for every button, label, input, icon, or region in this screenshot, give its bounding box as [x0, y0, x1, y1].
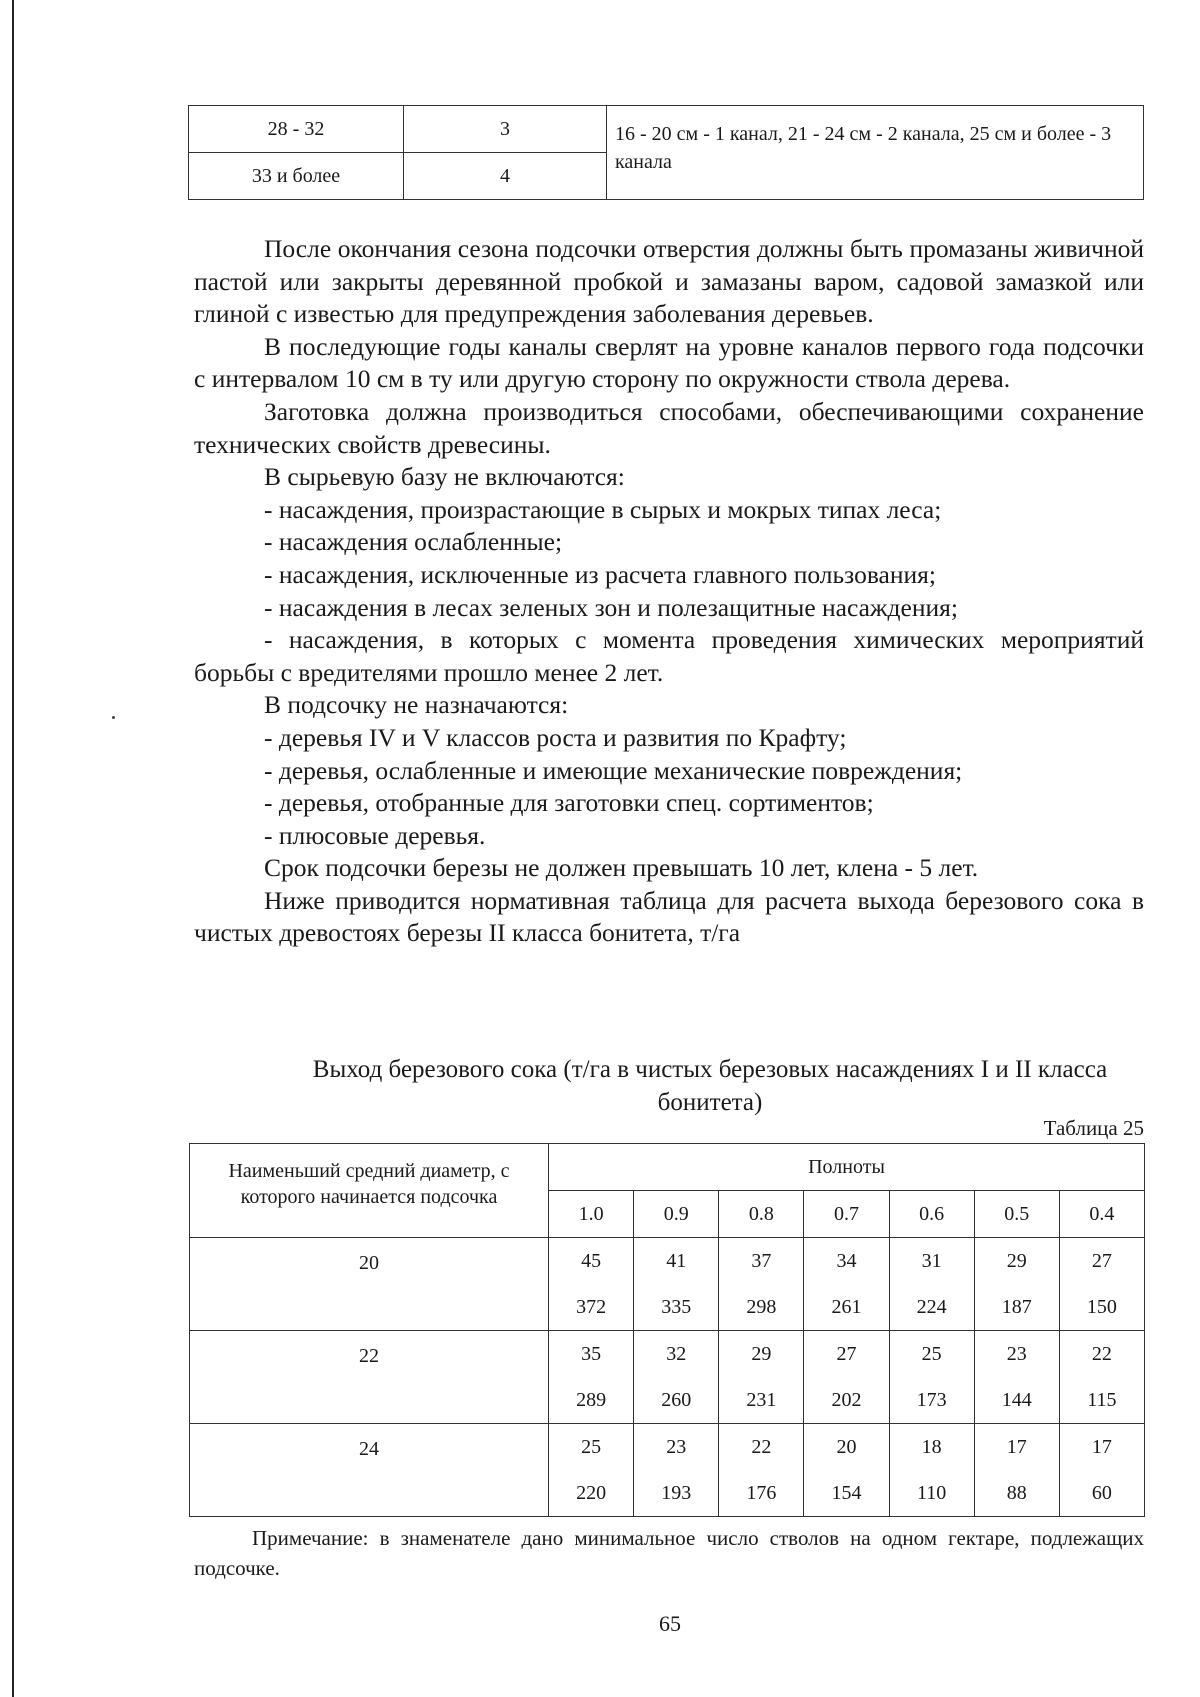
paragraph: В сырьевую базу не включаются:: [264, 462, 625, 492]
trees-cell: 335: [634, 1284, 719, 1331]
table-row: [190, 1238, 1145, 1285]
scan-dot: [112, 716, 115, 719]
yield-cell: 31: [889, 1238, 974, 1285]
trees-cell: 150: [1059, 1284, 1144, 1331]
trees-cell: 224: [889, 1284, 974, 1331]
column-header: 0.7: [804, 1191, 889, 1238]
paragraph: В последующие годы каналы сверлят на уровне каналов первого года подсочки с интервалом 10 см в ту или другую сторону по окружности ствола дерева.: [194, 331, 1144, 394]
trees-cell: 193: [634, 1470, 719, 1517]
trees-cell: 289: [549, 1377, 634, 1424]
yield-cell: 27: [804, 1331, 889, 1378]
trees-cell: 60: [1059, 1470, 1144, 1517]
yield-cell: 32: [634, 1331, 719, 1378]
table-cell: 33 и более: [189, 153, 404, 200]
column-header: 1.0: [549, 1191, 634, 1238]
table-cell: 3: [404, 106, 607, 153]
trees-cell: 115: [1059, 1377, 1144, 1424]
table-note: Примечание: в знаменателе дано минимальное число стволов на одном гектаре, подлежащих подсочке.: [194, 1526, 1144, 1580]
table-cell: 4: [404, 153, 607, 200]
trees-cell: 144: [974, 1377, 1059, 1424]
top-table: [188, 105, 1144, 200]
yield-cell: 29: [974, 1238, 1059, 1285]
list-item: - деревья, отобранные для заготовки спец. сортиментов;: [264, 788, 874, 818]
list-item: - насаждения, в которых с момента проведения химических мероприятий борьбы с вредителями прошло менее 2 лет.: [194, 625, 1144, 687]
trees-cell: 202: [804, 1377, 889, 1424]
yield-cell: 37: [719, 1238, 804, 1285]
trees-cell: 298: [719, 1284, 804, 1331]
trees-cell: 187: [974, 1284, 1059, 1331]
yield-cell: 29: [719, 1331, 804, 1378]
table-number: Таблица 25: [1043, 1116, 1144, 1140]
column-header: 0.4: [1059, 1191, 1144, 1238]
paragraph: В подсочку не назначаются:: [264, 690, 569, 720]
paragraph: После окончания сезона подсочки отверстия должны быть промазаны живичной пастой или закрыты деревянной пробкой и замазаны варом, садовой замазкой или глиной с известью для предупреждения заболевания деревьев.: [194, 234, 1144, 329]
yield-table: [189, 1143, 1145, 1517]
list-item: - деревья IV и V классов роста и развития по Крафту;: [264, 722, 847, 752]
table-row: [190, 1424, 1145, 1471]
trees-cell: 110: [889, 1470, 974, 1517]
paragraph: Срок подсочки березы не должен превышать 10 лет, клена - 5 лет.: [264, 853, 979, 883]
trees-cell: 260: [634, 1377, 719, 1424]
yield-cell: 22: [719, 1424, 804, 1471]
yield-cell: 25: [549, 1424, 634, 1471]
column-header: 0.6: [889, 1191, 974, 1238]
column-header: 0.5: [974, 1191, 1059, 1238]
trees-cell: 176: [719, 1470, 804, 1517]
yield-cell: 23: [974, 1331, 1059, 1378]
page-number: 65: [659, 1611, 681, 1636]
yield-cell: 35: [549, 1331, 634, 1378]
yield-cell: 41: [634, 1238, 719, 1285]
yield-cell: 34: [804, 1238, 889, 1285]
yield-cell: 17: [974, 1424, 1059, 1471]
list-item: - плюсовые деревья.: [264, 820, 486, 850]
paragraph: Ниже приводится нормативная таблица для расчета выхода березового сока в чистых древостоях березы II класса бонитета, т/га: [194, 885, 1144, 948]
table-cell: 28 - 32: [189, 106, 404, 153]
row-diameter: 22: [190, 1331, 549, 1424]
column-header: 0.9: [634, 1191, 719, 1238]
trees-cell: 154: [804, 1470, 889, 1517]
list-item: - деревья, ослабленные и имеющие механические повреждения;: [264, 755, 963, 785]
list-item: - насаждения, исключенные из расчета главного пользования;: [264, 559, 936, 589]
table-row: [190, 1331, 1145, 1378]
header-density-group: Полноты: [549, 1144, 1145, 1191]
paragraph: Заготовка должна производиться способами, обеспечивающими сохранение технических свойств древесины.: [194, 396, 1144, 459]
yield-cell: 23: [634, 1424, 719, 1471]
yield-cell: 27: [1059, 1238, 1144, 1285]
column-header: 0.8: [719, 1191, 804, 1238]
table-row: [189, 106, 1144, 153]
row-diameter: 24: [190, 1424, 549, 1517]
trees-cell: 88: [974, 1470, 1059, 1517]
yield-cell: 18: [889, 1424, 974, 1471]
header-row: [190, 1144, 1145, 1191]
body-text: [194, 233, 1144, 950]
row-diameter: 20: [190, 1238, 549, 1331]
scan-edge-line: [12, 0, 14, 1697]
list-item: - насаждения ослабленные;: [264, 527, 563, 557]
yield-cell: 45: [549, 1238, 634, 1285]
trees-cell: 173: [889, 1377, 974, 1424]
trees-cell: 220: [549, 1470, 634, 1517]
yield-cell: 25: [889, 1331, 974, 1378]
table-caption: Выход березового сока (т/га в чистых березовых насаждениях I и II класса бонитета): [312, 1056, 1108, 1116]
trees-cell: 261: [804, 1284, 889, 1331]
yield-cell: 22: [1059, 1331, 1144, 1378]
trees-cell: 372: [549, 1284, 634, 1331]
yield-cell: 20: [804, 1424, 889, 1471]
list-item: - насаждения, произрастающие в сырых и мокрых типах леса;: [264, 494, 942, 524]
header-diameter: Наименьший средний диаметр, с которого начинается подсочка: [190, 1144, 549, 1238]
yield-cell: 17: [1059, 1424, 1144, 1471]
list-item: - насаждения в лесах зеленых зон и полезащитные насаждения;: [264, 592, 958, 622]
table-cell-note: 16 - 20 см - 1 канал, 21 - 24 см - 2 канала, 25 см и более - 3 канала: [607, 106, 1144, 200]
trees-cell: 231: [719, 1377, 804, 1424]
